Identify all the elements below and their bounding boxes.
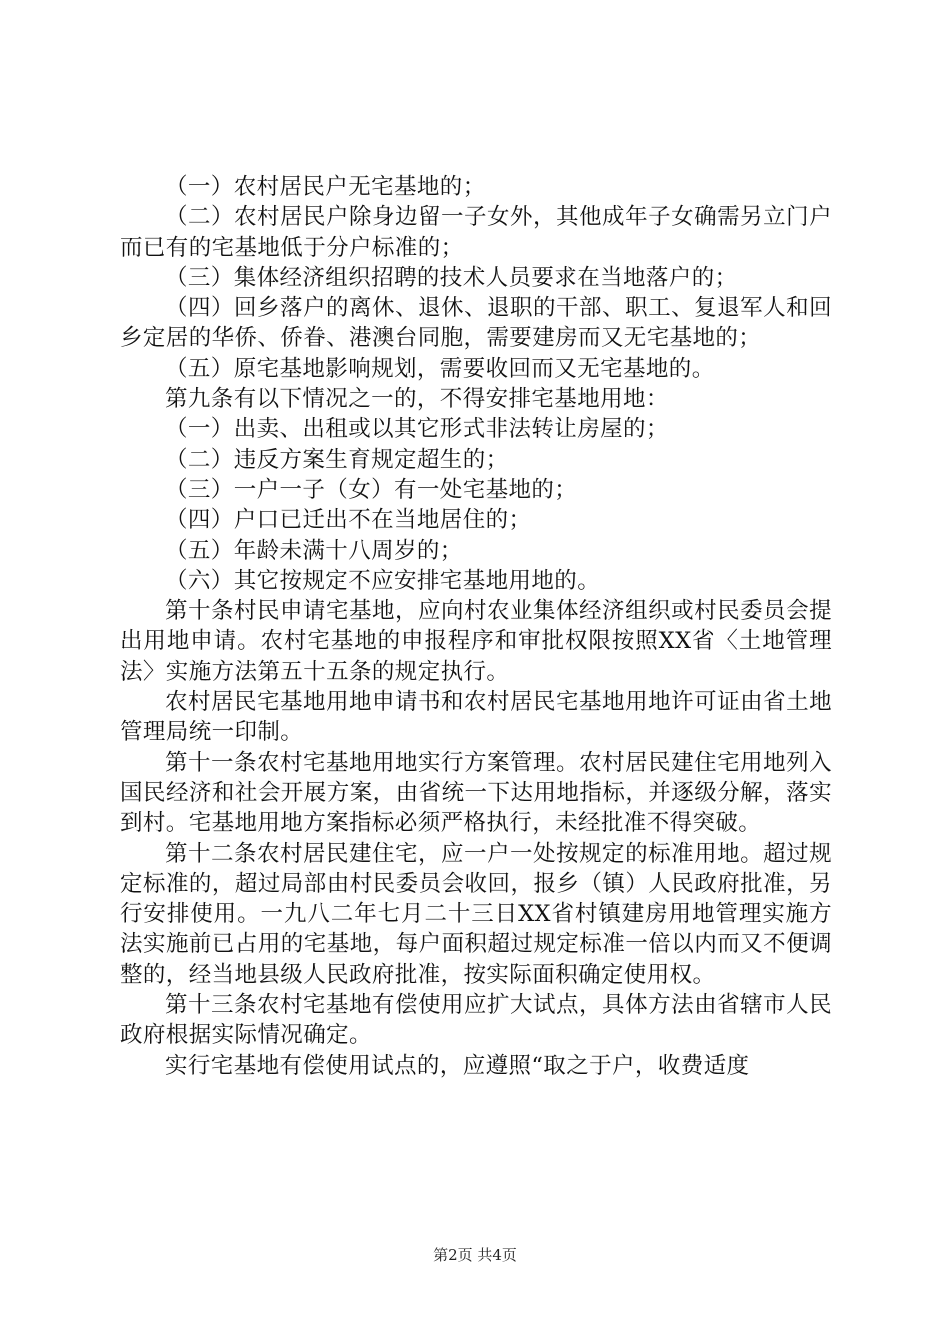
paragraph: （一）农村居民户无宅基地的；	[165, 174, 486, 200]
paragraph: 第十二条农村居民建住宅，应一户一处按规定的标准用地。超过规定标准的，超过局部由村民委员会收回，报乡（镇）人民政府批准，另行安排使用。一九八二年七月二十三日XX省村镇建房用地管理实施方法实施前已占用的宅基地，每户面积超过规定标准一倍以内而又不便调整的，经当地县级人民政府批准，按实际面积确定使用权。	[120, 840, 832, 988]
paragraph: （三）一户一子（女）有一处宅基地的；	[165, 476, 578, 503]
paragraph: （二）违反方案生育规定超生的；	[165, 446, 509, 473]
paragraph: 实行宅基地有偿使用试点的，应遵照“取之于户，收费适度	[165, 1052, 750, 1079]
paragraph: （五）原宅基地影响规划，需要收回而又无宅基地的。	[165, 355, 715, 382]
paragraph: （五）年龄未满十八周岁的；	[165, 537, 463, 564]
paragraph: 第九条有以下情况之一的，不得安排宅基地用地：	[165, 386, 669, 413]
paragraph: （三）集体经济组织招聘的技术人员要求在当地落户的；	[165, 264, 738, 291]
paragraph: （二）农村居民户除身边留一子女外，其他成年子女确需另立门户而已有的宅基地低于分户标准的；	[120, 204, 832, 261]
paragraph: （六）其它按规定不应安排宅基地用地的。	[165, 567, 601, 594]
page-number: 第2页 共4页	[433, 1246, 517, 1264]
document-body	[120, 172, 832, 1081]
paragraph: （四）户口已迁出不在当地居住的；	[165, 507, 532, 534]
paragraph: 第十一条农村宅基地用地实行方案管理。农村居民建住宅用地列入国民经济和社会开展方案，由省统一下达用地指标，并逐级分解，落实到村。宅基地用地方案指标必须严格执行，未经批准不得突破。	[120, 749, 832, 837]
paragraph: （一）出卖、出租或以其它形式非法转让房屋的；	[165, 416, 669, 443]
paragraph: （四）回乡落户的离休、退休、退职的干部、职工、复退军人和回乡定居的华侨、侨眷、港澳台同胞，需要建房而又无宅基地的；	[120, 295, 832, 352]
paragraph: 第十条村民申请宅基地，应向村农业集体经济组织或村民委员会提出用地申请。农村宅基地的申报程序和审批权限按照XX省〈土地管理法〉实施方法第五十五条的规定执行。	[120, 598, 832, 685]
paragraph: 农村居民宅基地用地申请书和农村居民宅基地用地许可证由省土地管理局统一印制。	[120, 689, 832, 746]
paragraph: 第十三条农村宅基地有偿使用应扩大试点，具体方法由省辖市人民政府根据实际情况确定。	[120, 992, 832, 1049]
